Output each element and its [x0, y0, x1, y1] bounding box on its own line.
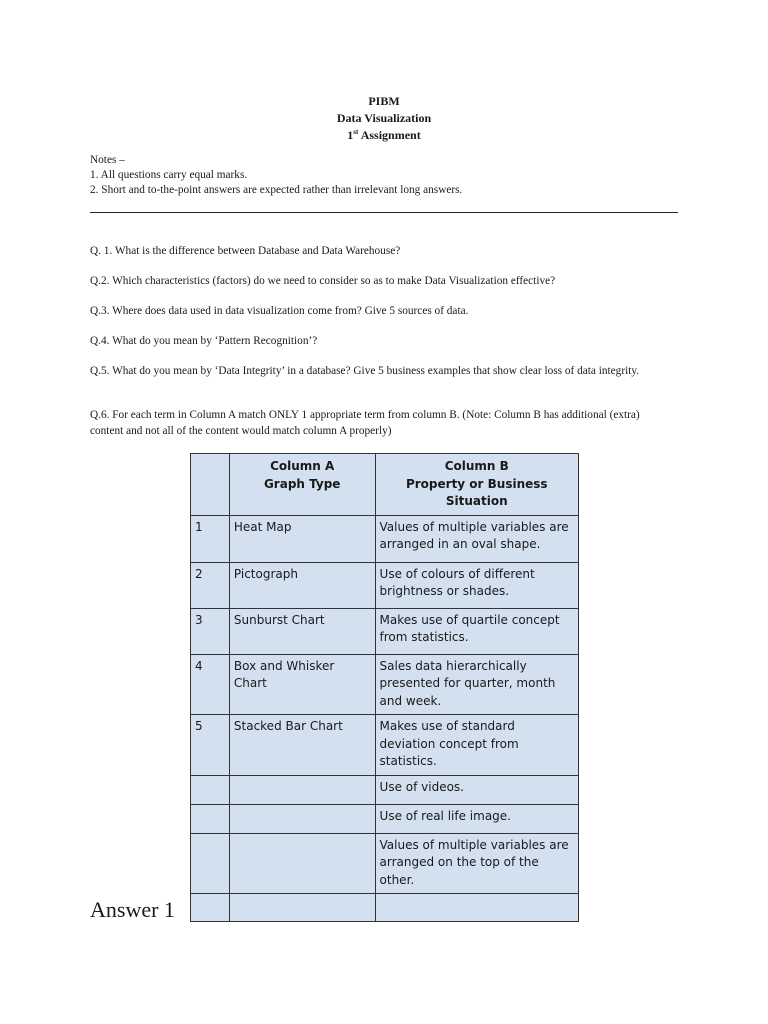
table-row	[191, 654, 579, 715]
row-number	[191, 804, 230, 833]
table-row	[191, 515, 579, 562]
assignment-title	[0, 127, 768, 144]
document-header	[0, 93, 768, 144]
question-1: Q. 1. What is the difference between Database and Data Warehouse?	[90, 245, 401, 257]
property-cell	[375, 894, 578, 922]
table-row	[191, 608, 579, 654]
graph-type-cell	[229, 804, 375, 833]
notes-section	[90, 153, 690, 198]
property-cell: Makes use of standard deviation concept from statistics.	[375, 715, 578, 776]
note-item: 2. Short and to-the-point answers are expected rather than irrelevant long answers.	[90, 184, 463, 196]
row-number	[191, 894, 230, 922]
table-row	[191, 562, 579, 608]
graph-type-cell	[229, 775, 375, 804]
org-title: PIBM	[368, 94, 400, 108]
table-row	[191, 833, 579, 894]
question-4: Q.4. What do you mean by ‘Pattern Recognition’?	[90, 335, 318, 347]
subject-title: Data Visualization	[336, 111, 432, 125]
note-item: 1. All questions carry equal marks.	[90, 169, 248, 181]
answer-heading: Answer 1	[90, 897, 175, 922]
table-row	[191, 804, 579, 833]
property-cell: Values of multiple variables are arranged on the top of the other.	[375, 833, 578, 894]
column-b-header	[375, 454, 578, 516]
property-cell: Use of colours of different brightness or shades.	[375, 562, 578, 608]
assignment-word: Assignment	[360, 128, 421, 142]
property-cell: Values of multiple variables are arranged in an oval shape.	[375, 515, 578, 562]
column-a-header	[229, 454, 375, 516]
row-number: 5	[191, 715, 230, 776]
question-2: Q.2. Which characteristics (factors) do we need to consider so as to make Data Visualization effective?	[90, 275, 556, 287]
row-number: 1	[191, 515, 230, 562]
row-number: 3	[191, 608, 230, 654]
notes-title: Notes –	[90, 154, 125, 166]
matching-table	[190, 453, 579, 922]
table-row	[191, 775, 579, 804]
table-row	[191, 715, 579, 776]
question-6: Q.6. For each term in Column A match ONLY 1 appropriate term from column B. (Note: Column B has additional (extra) content and not all of the content would match column A properly)	[90, 409, 640, 437]
graph-type-cell: Box and Whisker Chart	[229, 654, 375, 715]
property-cell: Makes use of quartile concept from statistics.	[375, 608, 578, 654]
graph-type-cell	[229, 894, 375, 922]
graph-type-cell	[229, 833, 375, 894]
row-number	[191, 775, 230, 804]
column-a-subtitle: Graph Type	[263, 476, 341, 491]
column-b-title: Column B	[444, 459, 509, 473]
assignment-number: 1	[347, 128, 354, 142]
column-a-title: Column A	[270, 459, 335, 473]
row-number: 2	[191, 562, 230, 608]
column-b-subtitle: Property or Business Situation	[405, 476, 548, 508]
graph-type-cell: Stacked Bar Chart	[229, 715, 375, 776]
row-number	[191, 833, 230, 894]
question-5: Q.5. What do you mean by ‘Data Integrity’ in a database? Give 5 business examples that show clear loss of data integrity.	[90, 365, 640, 377]
header-number-cell	[191, 454, 230, 516]
table-header-row	[191, 454, 579, 516]
graph-type-cell: Pictograph	[229, 562, 375, 608]
horizontal-rule	[90, 212, 678, 213]
property-cell: Sales data hierarchically presented for quarter, month and week.	[375, 654, 578, 715]
table-row	[191, 894, 579, 922]
question-3: Q.3. Where does data used in data visualization come from? Give 5 sources of data.	[90, 305, 469, 317]
property-cell: Use of real life image.	[375, 804, 578, 833]
assignment-ordinal: st	[353, 128, 359, 136]
graph-type-cell: Sunburst Chart	[229, 608, 375, 654]
row-number: 4	[191, 654, 230, 715]
property-cell: Use of videos.	[375, 775, 578, 804]
graph-type-cell: Heat Map	[229, 515, 375, 562]
